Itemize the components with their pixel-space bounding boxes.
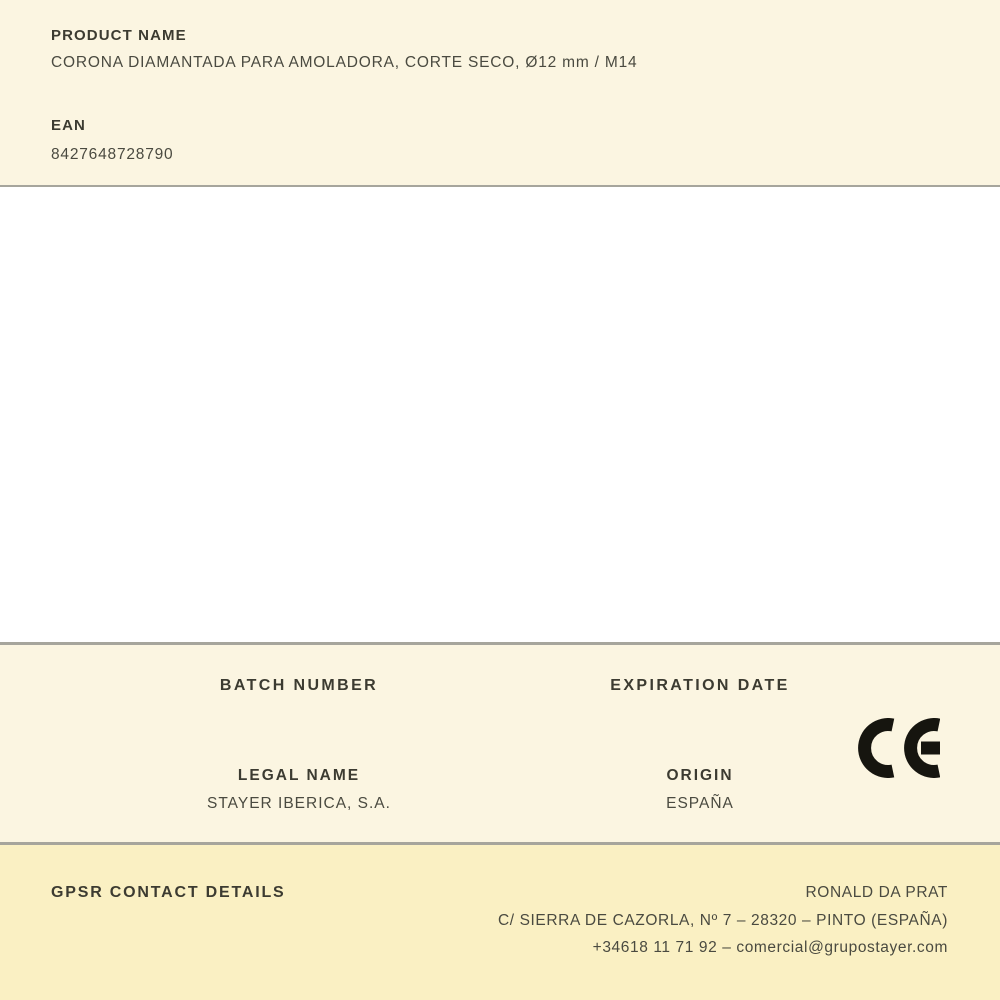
blank-area bbox=[0, 187, 1000, 642]
gpsr-contact-block bbox=[498, 879, 948, 962]
origin-label: ORIGIN bbox=[666, 767, 734, 784]
ean-label: EAN bbox=[51, 117, 86, 134]
gpsr-contact-section bbox=[0, 845, 1000, 1000]
gpsr-contact-details-label: GPSR CONTACT DETAILS bbox=[51, 884, 286, 901]
batch-number-label: BATCH NUMBER bbox=[219, 677, 379, 694]
legal-name-value: STAYER IBERICA, S.A. bbox=[207, 795, 391, 812]
contact-phone-email: +34618 11 71 92 – comercial@grupostayer.com bbox=[592, 939, 948, 956]
contact-person-name: RONALD DA PRAT bbox=[805, 884, 948, 901]
traceability-section bbox=[0, 642, 1000, 845]
product-name-label: PRODUCT NAME bbox=[51, 27, 187, 44]
expiration-date-label: EXPIRATION DATE bbox=[610, 677, 790, 694]
contact-address: C/ SIERRA DE CAZORLA, Nº 7 – 28320 – PINTO (ESPAÑA) bbox=[497, 911, 948, 929]
origin-value: ESPAÑA bbox=[666, 795, 734, 812]
product-info-section bbox=[0, 0, 1000, 187]
ean-value: 8427648728790 bbox=[51, 146, 174, 163]
ce-mark-icon bbox=[858, 718, 940, 778]
product-name-value: CORONA DIAMANTADA PARA AMOLADORA, CORTE SECO, Ø12 mm / M14 bbox=[51, 54, 638, 71]
legal-name-label: LEGAL NAME bbox=[237, 767, 361, 784]
